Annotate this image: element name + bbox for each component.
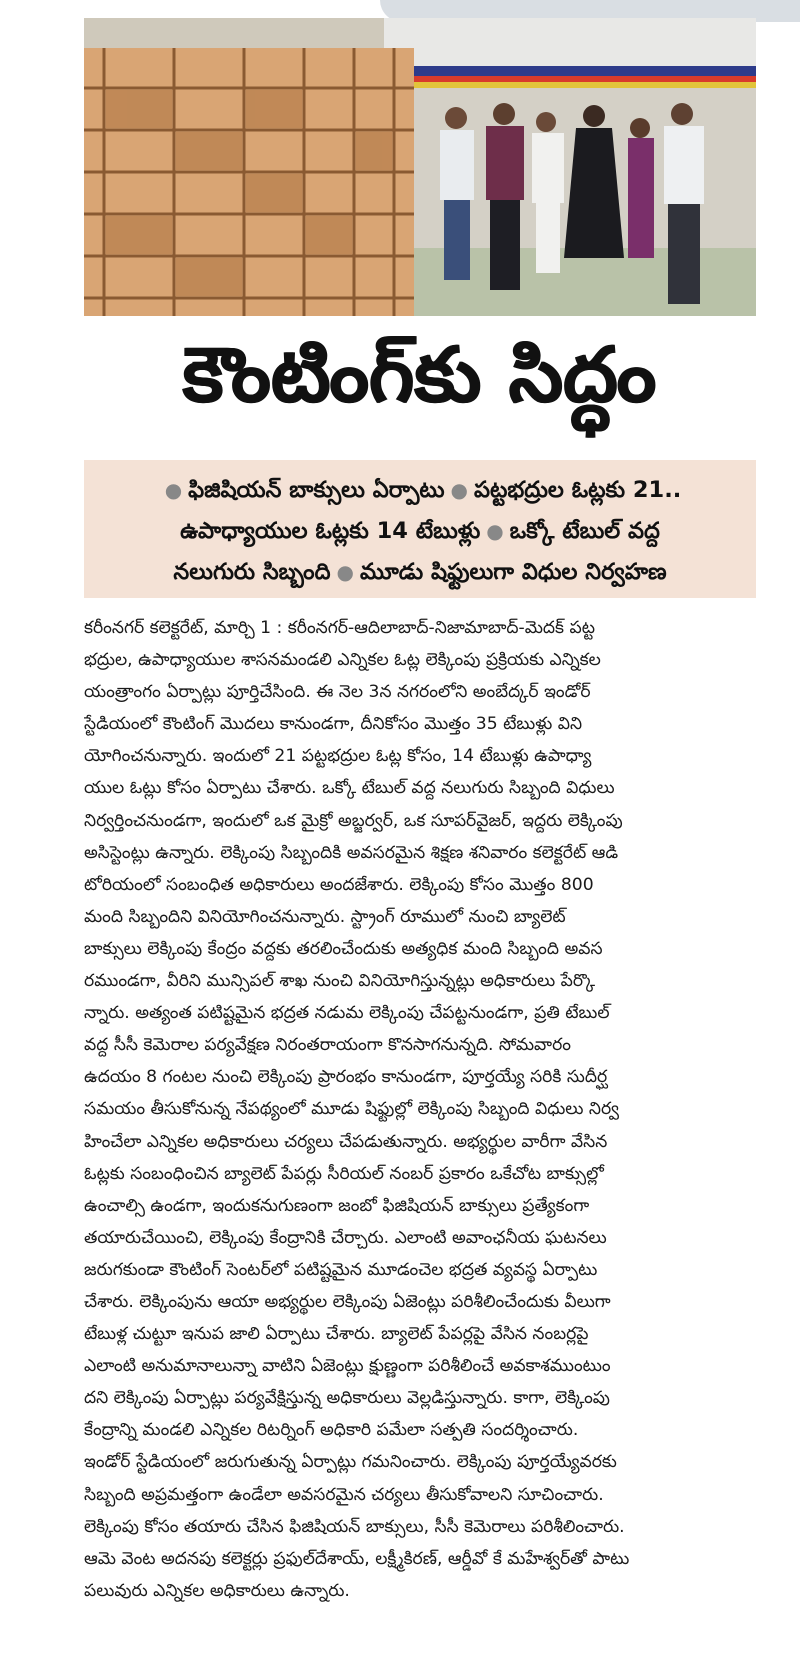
headline: కౌంటింగ్‌కు సిద్ధం [183,330,657,419]
highlight-line [98,470,742,511]
article-line: టోరియంలో సంబంధిత అధికారులు అందజేశారు. లెక్కింపు కోసం మొత్తం 800 [84,874,594,895]
article-line: వద్ద సీసీ కెమెరాల పర్యవేక్షణ నిరంతరాయంగా కొనసాగనున్నది. సోమవారం [84,1035,571,1056]
bullet-icon: ● [164,478,183,502]
article-line: పలువురు ఎన్నికల అధికారులు ఉన్నారు. [84,1580,350,1601]
article-line: మంది సిబ్బందిని వినియోగించనున్నారు. స్ట్రాంగ్ రూములో నుంచి బ్యాలెట్ [84,906,566,927]
article-line: నిర్వర్తించనుండగా, ఇందులో ఒక మైక్రో అబ్జర్వర్, ఒక సూపర్‌వైజర్, ఇద్దరు లెక్కింపు [84,810,623,831]
article-line: బాక్సులు లెక్కింపు కేంద్రం వద్దకు తరలించేందుకు అత్యధిక మంది సిబ్బంది అవస [84,938,603,959]
ballot-shelves-graphic [84,48,414,316]
highlights-box [84,460,756,598]
article-line: ఇండోర్ స్టేడియంలో జరుగుతున్న ఏర్పాట్లు గమనించారు. లెక్కింపు పూర్తయ్యేవరకు [84,1452,617,1473]
article-line: ఉదయం 8 గంటల నుంచి లెక్కింపు ప్రారంభం కానుండగా, పూర్తయ్యే సరికి సుదీర్ఘ [84,1067,608,1088]
article-line: చేశారు. లెక్కింపును ఆయా అభ్యర్థుల లెక్కింపు ఏజెంట్లు పరిశీలించేందుకు వీలుగా [84,1291,611,1312]
article-line: యుల ఓట్లు కోసం ఏర్పాటు చేశారు. ఒక్కో టేబుల్ వద్ద నలుగురు సిబ్బంది విధులు [84,778,615,799]
article-body [84,612,756,1607]
article-line: కేంద్రాన్ని మండలి ఎన్నికల రిటర్నింగ్ అధికారి పమేలా సత్పతి సందర్శించారు. [84,1420,579,1441]
highlight-item: ఒక్కో టేబుల్ వద్ద [509,518,660,544]
news-photo [84,18,756,316]
article-line: యంత్రాంగం ఏర్పాట్లు పూర్తిచేసింది. ఈ నెల 3న నగరంలోని అంబేద్కర్ ఇండోర్ [84,682,591,703]
article-line: తయారుచేయించి, లెక్కింపు కేంద్రానికి చేర్చారు. ఎలాంటి అవాంఛనీయ ఘటనలు [84,1227,607,1248]
article-line: జరుగకుండా కౌంటింగ్ సెంటర్‌లో పటిష్టమైన మూడంచెల భద్రత వ్యవస్థ ఏర్పాటు [84,1259,598,1280]
highlight-item: ఉపాధ్యాయుల ఓట్లకు 14 టేబుళ్లు [180,518,481,544]
article-line: ఆమె వెంట అదనపు కలెక్టర్లు ప్రఫుల్‌దేశాయ్, లక్ష్మీకిరణ్, ఆర్డీవో కే మహేశ్వర్‌తో పాటు [84,1548,630,1569]
article-line: టేబుళ్ల చుట్టూ ఇనుప జాలి ఏర్పాటు చేశారు. బ్యాలెట్ పేపర్లపై వేసిన నంబర్లపై [84,1324,589,1345]
article-line: అసిస్టెంట్లు ఉన్నారు. లెక్కింపు సిబ్బందికి అవసరమైన శిక్షణ శనివారం కలెక్టరేట్ ఆడి [84,842,619,863]
article-line: హించేలా ఎన్నికల అధికారులు చర్యలు చేపడుతున్నారు. అభ్యర్థుల వారీగా వేసిన [84,1131,608,1152]
article-line: కరీంనగర్ కలెక్టరేట్, మార్చి 1 : కరీంనగర్-ఆదిలాబాద్-నిజామాబాద్-మెదక్ పట్ట [84,618,595,638]
article-line: ఉంచాల్సి ఉండగా, ఇందుకనుగుణంగా జంబో ఫిజిషియన్ బాక్సులు ప్రత్యేకంగా [84,1195,590,1216]
article-line: యోగించనున్నారు. ఇందులో 21 పట్టభద్రుల ఓట్ల కోసం, 14 టేబుళ్లు ఉపాధ్యా [84,746,592,767]
article-line: దని లెక్కింపు ఏర్పాట్లు పర్యవేక్షిస్తున్న అధికారులు వెల్లడిస్తున్నారు. కాగా, లెక్కింపు [84,1388,610,1409]
article-line: లెక్కింపు కోసం తయారు చేసిన ఫిజిషియన్ బాక్సులు, సీసీ కెమెరాలు పరిశీలించారు. [84,1516,625,1537]
article-line: ఎలాంటి అనుమానాలున్నా వాటిని ఏజెంట్లు క్షుణ్ణంగా పరిశీలించే అవకాశముంటుం [84,1356,611,1377]
highlight-line [98,552,742,593]
bullet-icon: ● [486,519,504,543]
highlight-line [98,511,742,552]
highlight-item: మూడు షిఫ్టులుగా విధుల నిర్వహణ [359,559,667,585]
article-line: న్నారు. అత్యంత పటిష్టమైన భద్రత నడుమ లెక్కింపు చేపట్టనుండగా, ప్రతి టేబుల్ [84,1003,610,1024]
highlight-item: ఫిజిషియన్ బాక్సులు ఏర్పాటు [188,477,445,503]
article-line: రముండగా, వీరిని మున్సిపల్ శాఖ నుంచి వినియోగిస్తున్నట్లు అధికారులు పేర్కొ [84,971,596,992]
highlight-item: పట్టభద్రుల ఓట్లకు 21.. [474,477,682,503]
bullet-icon: ● [450,478,468,502]
article-line: సిబ్బంది అప్రమత్తంగా ఉండేలా అవసరమైన చర్యలు తీసుకోవాలని సూచించారు. [84,1484,604,1505]
article-line: భద్రుల, ఉపాధ్యాయుల శాసనమండలి ఎన్నికల ఓట్ల లెక్కింపు ప్రక్రియకు ఎన్నికల [84,650,601,671]
bullet-icon: ● [336,560,354,584]
article-line: స్టేడియంలో కౌంటింగ్ మొదలు కానుండగా, దీనికోసం మొత్తం 35 టేబుళ్లు విని [84,714,583,735]
article-line: సమయం తీసుకోనున్న నేపథ్యంలో మూడు షిఫ్టుల్లో లెక్కింపు సిబ్బంది విధులు నిర్వ [84,1099,620,1120]
highlight-item: నలుగురు సిబ్బంది [173,559,331,585]
article-line: ఓట్లకు సంబంధించిన బ్యాలెట్ పేపర్లు సీరియల్ నంబర్ ప్రకారం ఒకేచోట బాక్సుల్లో [84,1163,604,1184]
